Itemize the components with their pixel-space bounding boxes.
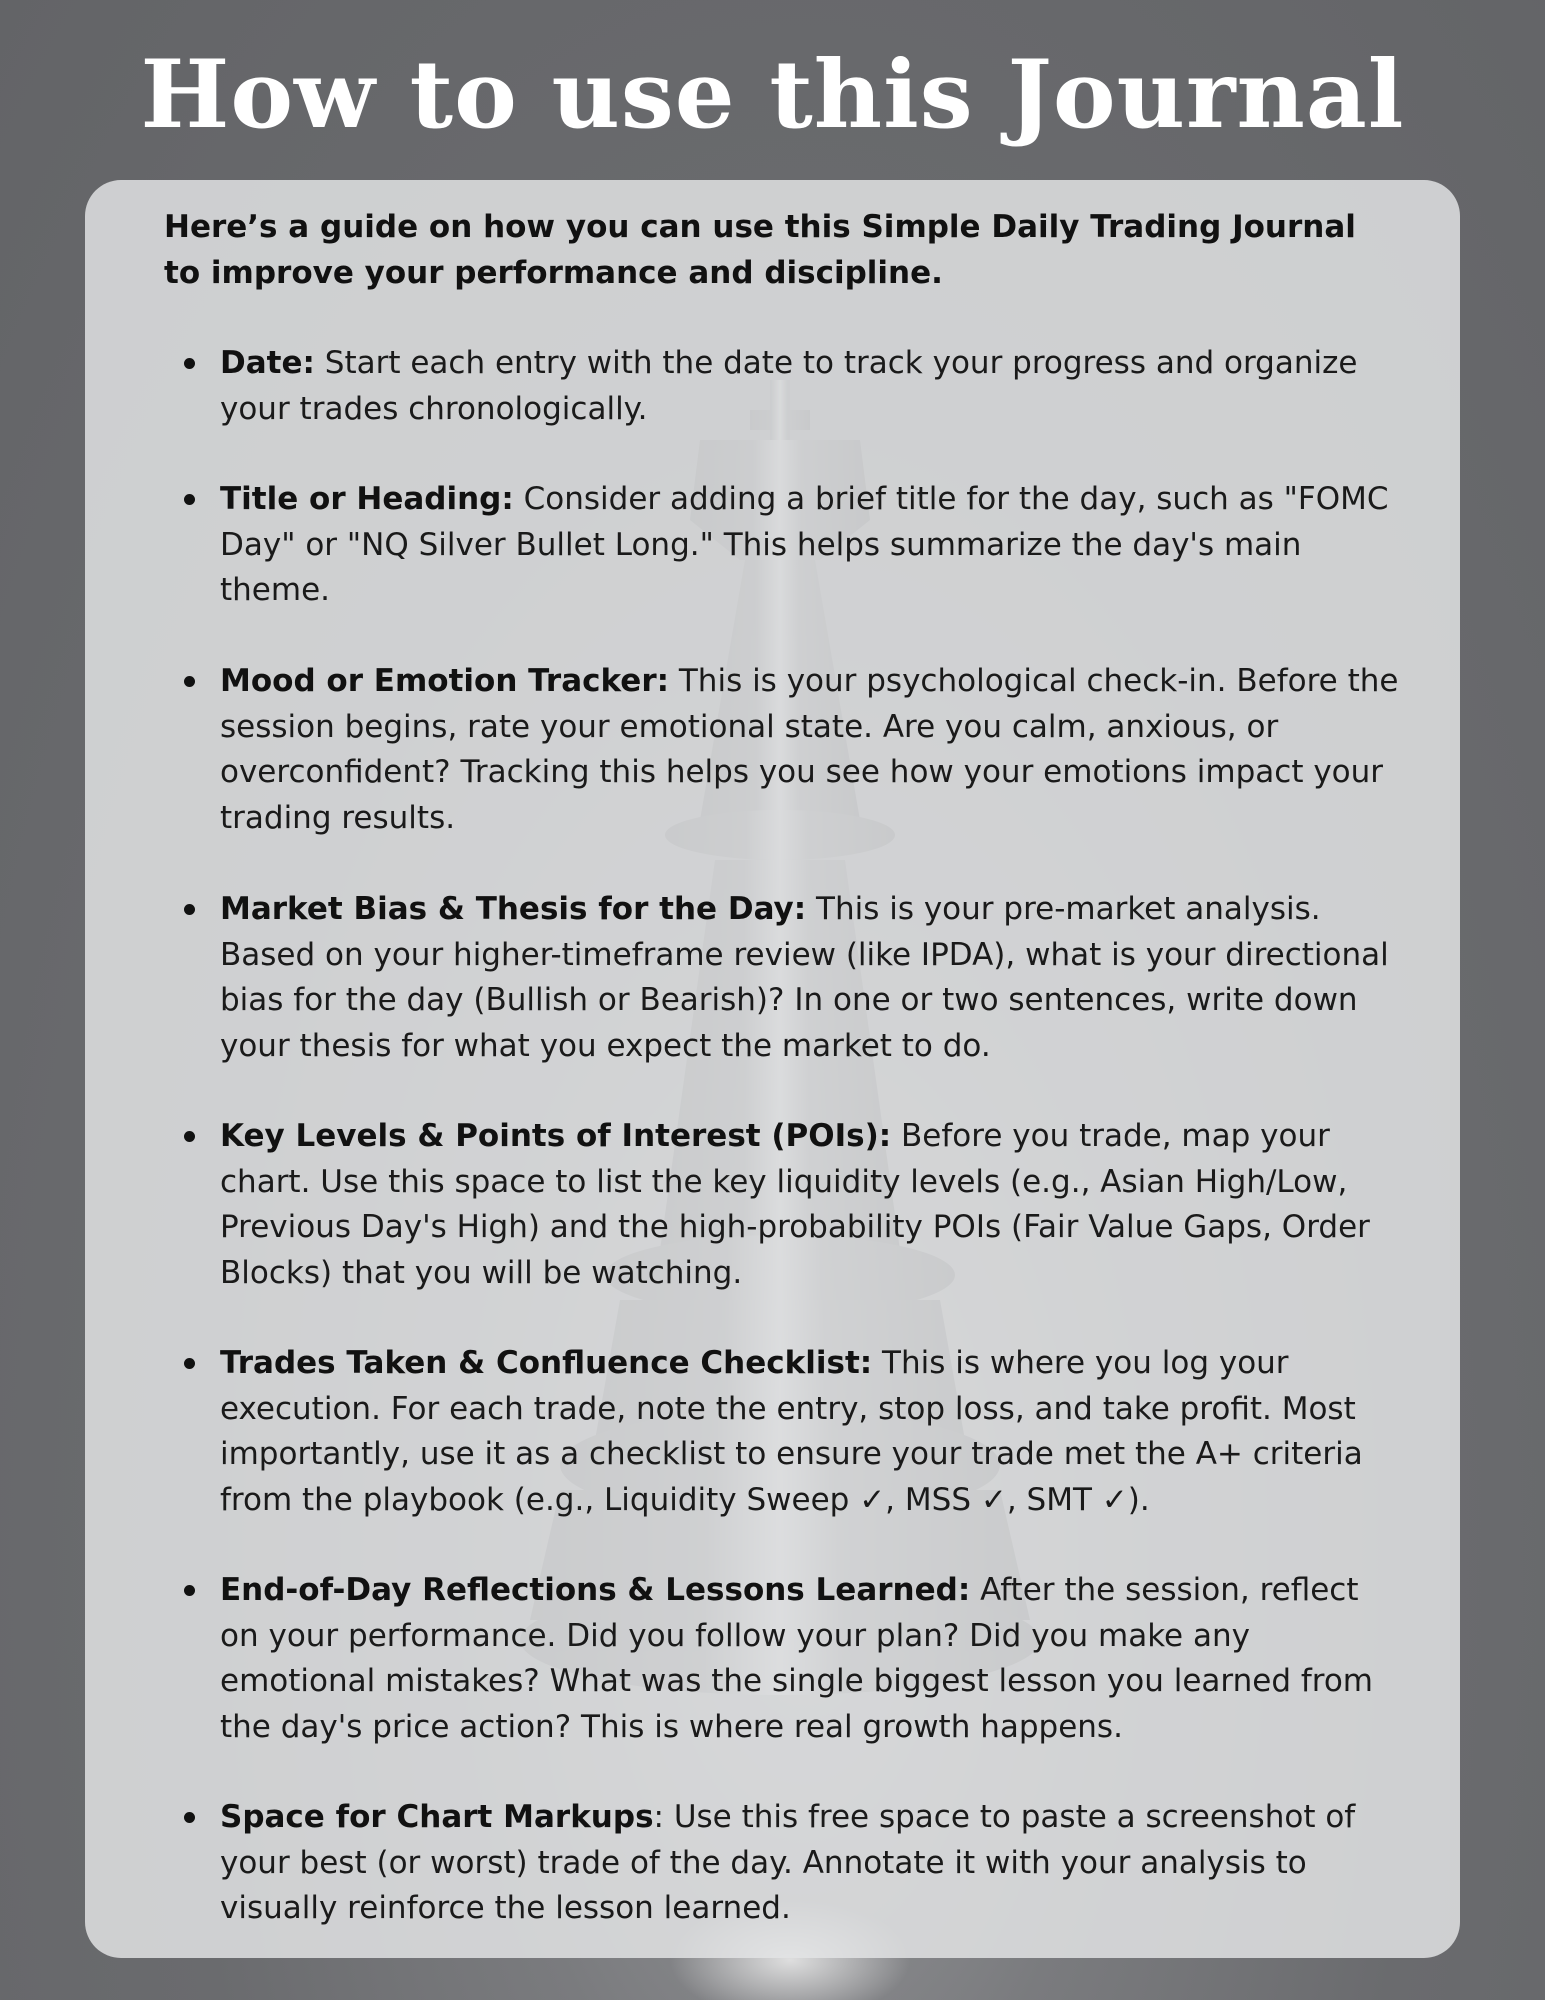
bullet (184, 358, 195, 369)
item-label: Trades Taken & Confluence Checklist: (220, 1345, 873, 1381)
bullet (184, 1131, 195, 1142)
item-text: Before you trade, map your chart. Use this space to list the key liquidity levels (e.g., Asian High/Low, Previous Day's High) and the high-probability POIs (Fair Value Gaps, Order Blocks) that you will be watching. (220, 1118, 1370, 1291)
item-label: End-of-Day Reflections & Lessons Learned: (220, 1572, 971, 1608)
item-text: This is your psychological check-in. Before the session begins, rate your emotional state. Are you calm, anxious, or overconfident? Tracking this helps you see how your emotions impact your trading results. (220, 663, 1399, 836)
bullet (184, 1358, 195, 1369)
item-label: Date: (220, 345, 315, 381)
page-title: How to use this Journal (140, 40, 1405, 150)
bullet (184, 1585, 195, 1596)
item-text: Start each entry with the date to track your progress and organize your trades chronologically. (220, 345, 1358, 427)
item-text: This is your pre-market analysis. Based on your higher-timeframe review (like IPDA), what is your directional bias for the day (Bullish or Bearish)? In one or two sentences, write down your thesis for what you expect the market to do. (220, 891, 1389, 1064)
bullet (184, 494, 195, 505)
bullet (184, 676, 195, 687)
list-item-chart-markups (220, 1795, 1400, 1932)
item-label: Mood or Emotion Tracker: (220, 663, 670, 699)
item-label: Title or Heading: (220, 481, 514, 517)
item-text: This is where you log your execution. For each trade, note the entry, stop loss, and take profit. Most importantly, use it as a checklist to ensure your trade met the A+ criteria from the playbook (e.g., Liquidity Sweep ✓, MSS ✓, SMT ✓). (220, 1345, 1363, 1518)
item-label: Market Bias & Thesis for the Day: (220, 891, 807, 927)
item-text: Consider adding a brief title for the day, such as "FOMC Day" or "NQ Silver Bullet Long." This helps summarize the day's main theme. (220, 481, 1389, 608)
list-item-date (220, 341, 1400, 432)
list-item-mood (220, 659, 1400, 841)
bullet (184, 904, 195, 915)
list-item-title (220, 477, 1400, 614)
item-text: : Use this free space to paste a screenshot of your best (or worst) trade of the day. Annotate it with your analysis to visually reinforce the lesson learned. (220, 1799, 1356, 1926)
bullet (184, 1812, 195, 1823)
list-item-trades-taken (220, 1341, 1400, 1523)
item-label: Key Levels & Points of Interest (POIs): (220, 1118, 892, 1154)
list-item-key-levels (220, 1114, 1400, 1296)
intro-text: Here’s a guide on how you can use this Simple Daily Trading Journal to improve your performance and discipline. (164, 209, 1356, 291)
item-label: Space for Chart Markups (220, 1799, 654, 1835)
list-item-reflections (220, 1568, 1400, 1750)
item-text: After the session, reflect on your performance. Did you follow your plan? Did you make any emotional mistakes? What was the single biggest lesson you learned from the day's price action? This is where real growth happens. (220, 1572, 1374, 1745)
list-item-market-bias (220, 887, 1400, 1069)
